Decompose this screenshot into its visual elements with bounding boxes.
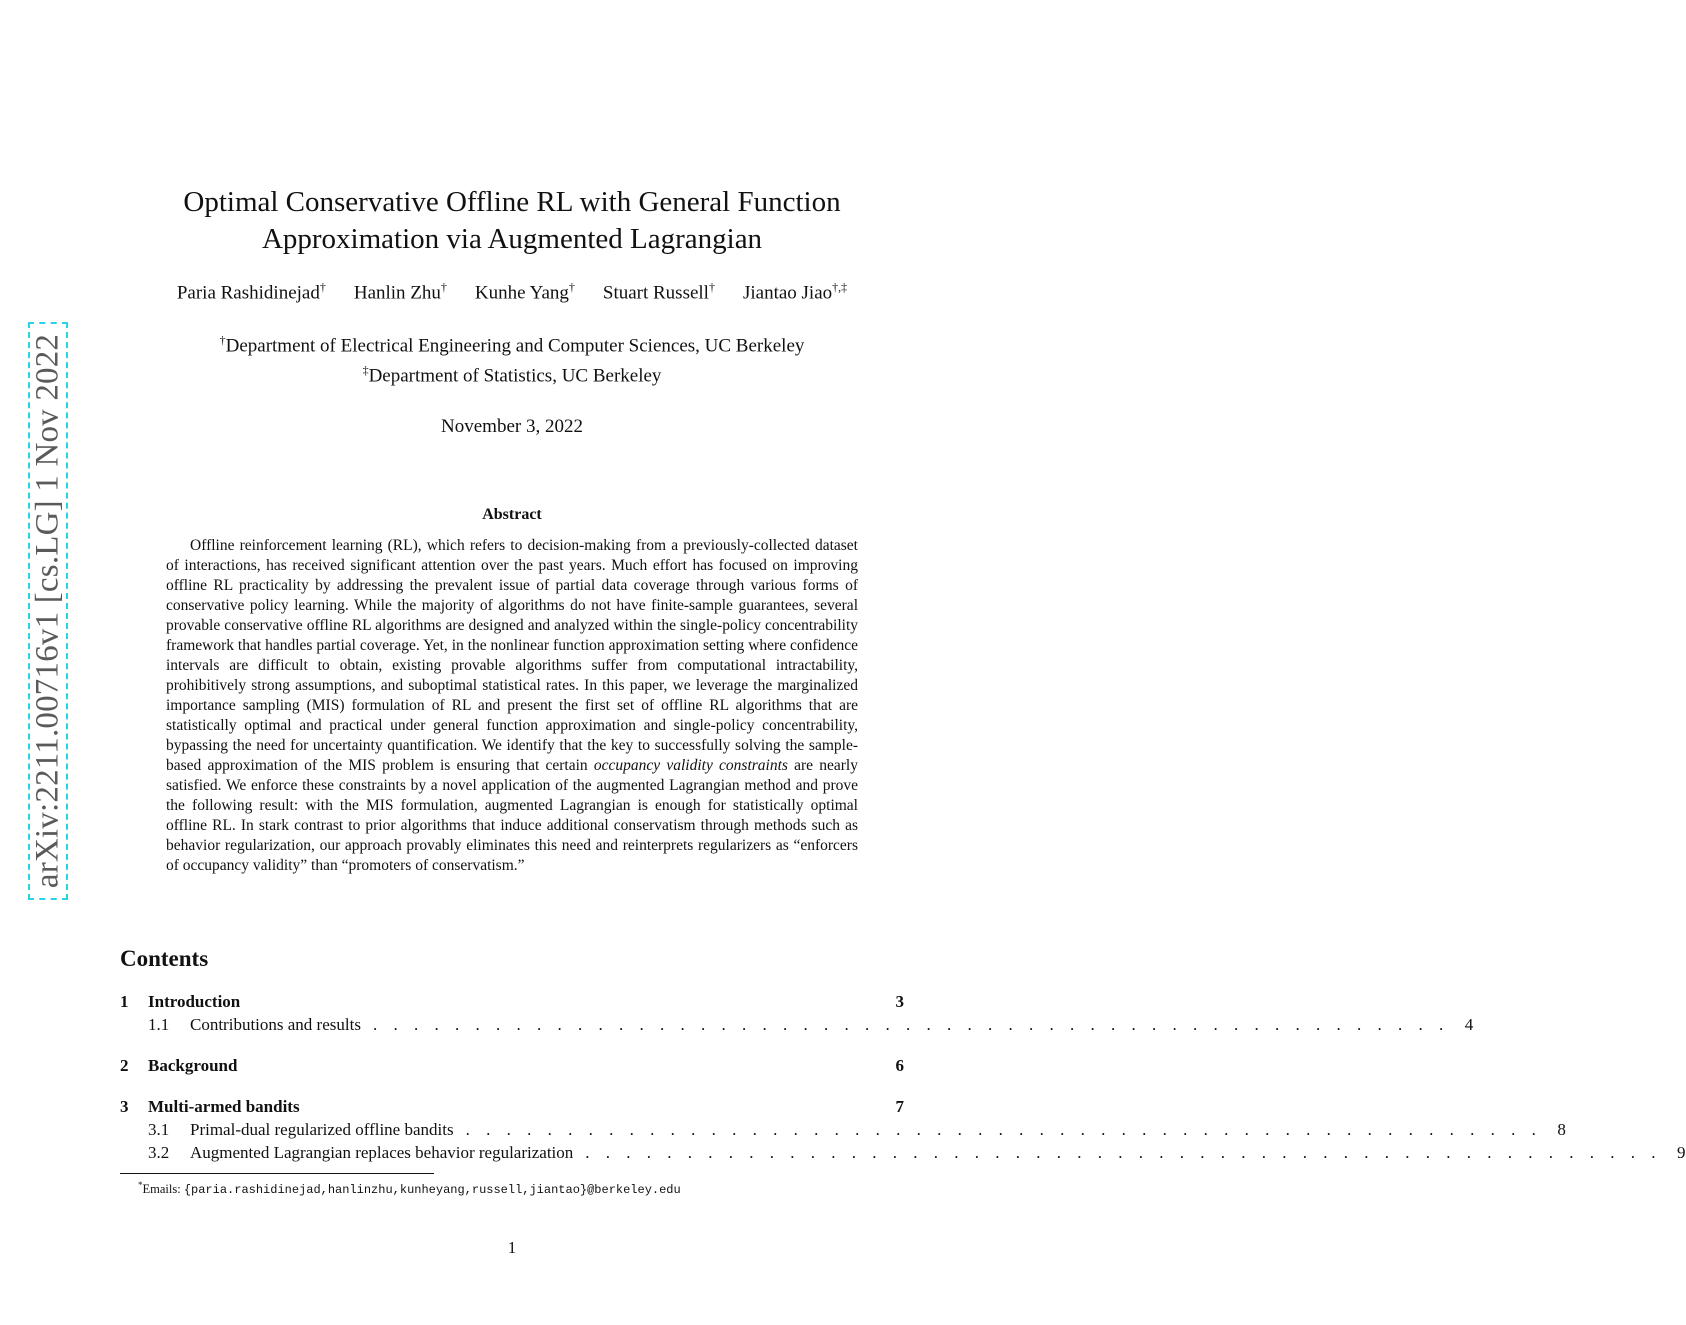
page-number: 1: [507, 1238, 517, 1257]
affiliations: [120, 328, 904, 389]
affiliation: †Department of Electrical Engineering and Computer Sciences, UC Berkeley: [219, 333, 805, 357]
toc-leader-dots: . . . . . . . . . . . . . . . . . . . . . . . . . . . . . . . . . . . . . . . . . . . . . . . . . . . . .: [585, 1143, 1662, 1162]
arxiv-stamp: [28, 322, 68, 900]
author: Hanlin Zhu†: [353, 280, 447, 304]
toc-entry[interactable]: 3 Multi-armed bandits 7: [120, 1097, 904, 1116]
toc-entry[interactable]: 3.2 Augmented Lagrangian replaces behavior regularization . . . . . . . . . . . . . . . . . . . . . . . . . . . . . . . . . . . . . . . . . . . . . . . . . . . . . 9: [148, 1143, 1686, 1162]
author: Jiantao Jiao†,‡: [742, 280, 848, 304]
toc-entry[interactable]: 2 Background 6: [120, 1056, 904, 1075]
paper-title: Optimal Conservative Offline RL with General Function Approximation via Augmented Lagrangian: [183, 186, 841, 255]
arxiv-stamp-text: arXiv:2211.00716v1 [cs.LG] 1 Nov 2022: [29, 333, 66, 889]
author-list: [120, 280, 904, 304]
toc-leader-dots: . . . . . . . . . . . . . . . . . . . . . . . . . . . . . . . . . . . . . . . . . . . . . . . . . . . . .: [372, 1015, 1450, 1034]
toc-entry[interactable]: 1.1 Contributions and results . . . . . . . . . . . . . . . . . . . . . . . . . . . . . . . . . . . . . . . . . . . . . . . . . . . . . 4: [148, 1015, 1474, 1034]
author: Kunhe Yang†: [474, 280, 575, 304]
abstract-body: Offline reinforcement learning (RL), which refers to decision-making from a previously-collected dataset of interactions, has received significant attention over the past years. Much effort has focused on improving offline RL practicality by addressing the prevalent issue of partial data coverage through various forms of conservative policy learning. While the majority of algorithms do not have finite-sample guarantees, several provable conservative offline RL algorithms are designed and analyzed within the single-policy concentrability framework that handles partial coverage. Yet, in the nonlinear function approximation setting where confidence intervals are difficult to obtain, existing provable algorithms suffer from computational intractability, prohibitively strong assumptions, and suboptimal statistical rates. In this paper, we leverage the marginalized importance sampling (MIS) formulation of RL and present the first set of offline RL algorithms that are statistically optimal and practical under general function approximation and single-policy concentrability, bypassing the need for uncertainty quantification. We identify that the key to successfully solving the sample-based approximation of the MIS problem is ensuring that certain occupancy validity constraints are nearly satisfied. We enforce these constraints by a novel application of the augmented Lagrangian method and prove the following result: with the MIS formulation, augmented Lagrangian is enough for statistically optimal offline RL. In stark contrast to prior algorithms that induce additional conservatism through methods such as behavior regularization, our approach provably eliminates this need and reinterprets regularizers as “enforcers of occupancy validity” than “promoters of conservatism.”: [166, 537, 858, 874]
toc-entry[interactable]: 3.1 Primal-dual regularized offline bandits . . . . . . . . . . . . . . . . . . . . . . . . . . . . . . . . . . . . . . . . . . . . . . . . . . . . . 8: [148, 1120, 1566, 1139]
toc-leader-dots: . . . . . . . . . . . . . . . . . . . . . . . . . . . . . . . . . . . . . . . . . . . . . . . . . . . . .: [465, 1120, 1542, 1139]
footnote-emails: {paria.rashidinejad,hanlinzhu,kunheyang,russell,jiantao}@berkeley.edu: [183, 1183, 681, 1198]
footnote: *Emails: {paria.rashidinejad,hanlinzhu,kunheyang,russell,jiantao}@berkeley.edu: [138, 1180, 681, 1198]
paper-date: November 3, 2022: [441, 416, 583, 437]
toc-entry[interactable]: 1 Introduction 3: [120, 992, 904, 1011]
abstract-heading: Abstract: [482, 506, 542, 523]
contents-heading: Contents: [120, 946, 209, 971]
footnote-rule: [120, 1173, 434, 1174]
author: Stuart Russell†: [602, 280, 715, 304]
author: Paria Rashidinejad†: [176, 280, 326, 304]
affiliation: ‡Department of Statistics, UC Berkeley: [362, 363, 662, 387]
